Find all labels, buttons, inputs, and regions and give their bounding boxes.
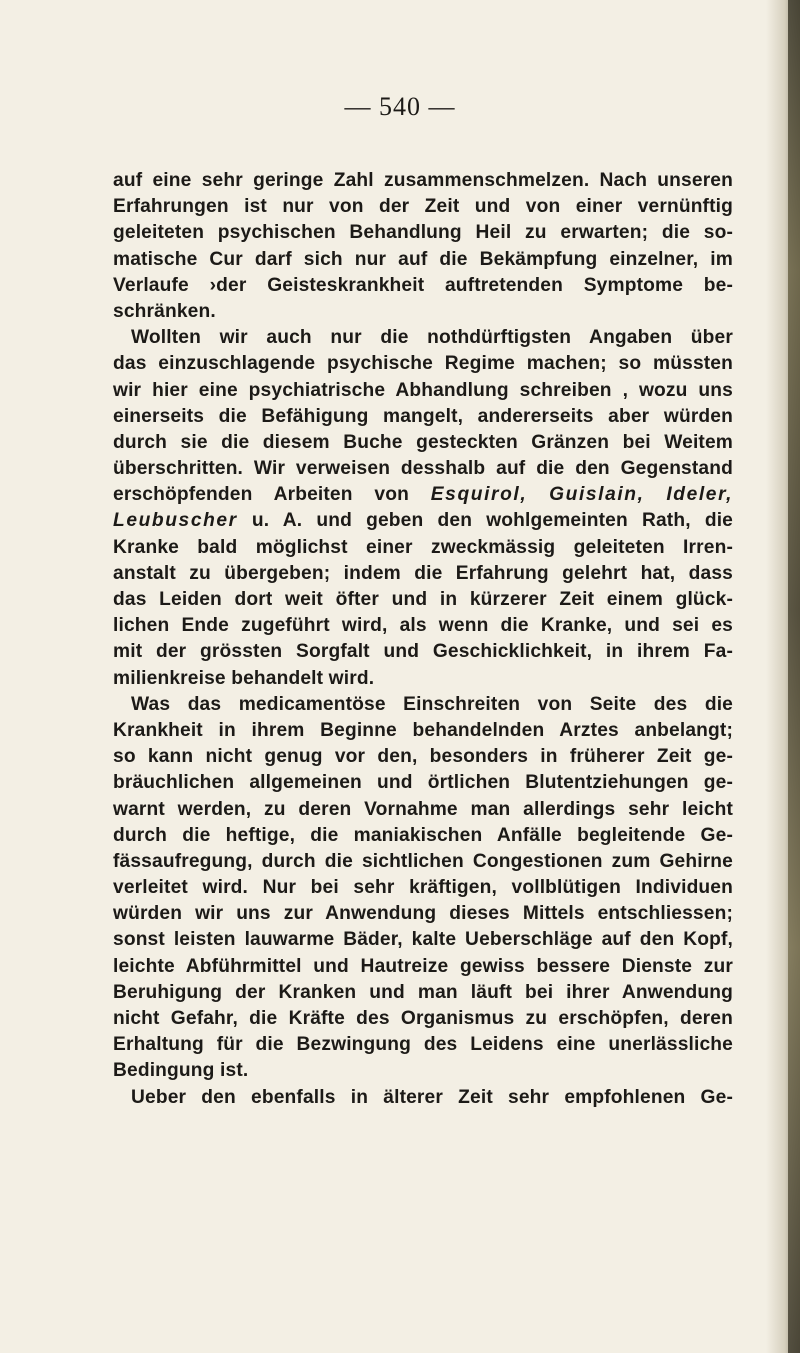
text-segment: u. A. und geben den wohlgemeinten Rath, die	[251, 510, 733, 532]
text-line: überschritten. Wir verweisen desshalb auf die den Gegenstand	[113, 458, 733, 480]
text-line: warnt werden, zu deren Vornahme man allerdings sehr leicht	[113, 798, 733, 820]
text-line: nicht Gefahr, die Kräfte des Organismus zu erschöpfen, deren	[113, 1008, 733, 1029]
author-name: Esquirol,	[430, 484, 528, 506]
text-line: sonst leisten lauwarme Bäder, kalte Ueberschläge auf den Kopf,	[113, 929, 733, 951]
text-line: auf eine sehr geringe Zahl zusammenschmelzen. Nach unseren	[113, 170, 733, 191]
text-line: matische Cur darf sich nur auf die Bekämpfung einzelner, im	[113, 248, 733, 270]
text-line: würden wir uns zur Anwendung dieses Mittels entschliessen;	[113, 903, 733, 925]
page-binding-edge	[788, 0, 800, 1353]
text-line-with-names	[113, 508, 733, 534]
text-line: Krankheit in ihrem Beginne behandelnden Arztes anbelangt;	[113, 719, 733, 741]
author-name: Guislain,	[549, 484, 645, 506]
text-line: durch die heftige, die maniakischen Anfälle begleitende Ge-	[113, 824, 733, 846]
text-line-with-names	[113, 482, 733, 508]
text-line: Beruhigung der Kranken und man läuft bei ihrer Anwendung	[113, 981, 733, 1003]
text-line: schränken.	[113, 300, 216, 322]
text-line: Erhaltung für die Bezwingung des Leidens eine unerlässliche	[113, 1034, 733, 1056]
text-line: verleitet wird. Nur bei sehr kräftigen, vollblütigen Individuen	[113, 877, 733, 899]
text-line: Wollten wir auch nur die nothdürftigsten Angaben über	[131, 327, 733, 349]
text-line: milienkreise behandelt wird.	[113, 667, 375, 689]
text-line: Bedingung ist.	[113, 1060, 249, 1082]
text-line: Ueber den ebenfalls in älterer Zeit sehr empfohlenen Ge-	[131, 1086, 733, 1108]
text-line: leichte Abführmittel und Hautreize gewiss bessere Dienste zur	[113, 955, 733, 977]
text-line: das Leiden dort weit öfter und in kürzerer Zeit einem glück-	[113, 589, 733, 610]
text-line: anstalt zu übergeben; indem die Erfahrung gelehrt hat, dass	[113, 562, 733, 584]
text-line: Was das medicamentöse Einschreiten von Seite des die	[131, 693, 733, 715]
text-line: wir hier eine psychiatrische Abhandlung schreiben , wozu uns	[113, 379, 733, 401]
text-line: bräuchlichen allgemeinen und örtlichen Blutentziehungen ge-	[113, 772, 733, 794]
text-line: lichen Ende zugeführt wird, als wenn die Kranke, und sei es	[113, 615, 733, 637]
page-number: — 540 —	[344, 92, 456, 121]
text-segment: erschöpfenden Arbeiten von	[113, 484, 409, 506]
text-line: Kranke bald möglichst einer zweckmässig geleiteten Irren-	[113, 536, 733, 558]
text-line: einerseits die Befähigung mangelt, andererseits aber würden	[113, 405, 733, 427]
text-line: fässaufregung, durch die sichtlichen Congestionen zum Gehirne	[113, 850, 733, 872]
author-name: Ideler,	[666, 484, 734, 506]
text-line: Verlaufe ›der Geisteskrankheit auftretenden Symptome be-	[113, 274, 733, 296]
body-text	[113, 168, 733, 1111]
author-name: Leubuscher	[113, 510, 238, 532]
text-line: geleiteten psychischen Behandlung Heil zu erwarten; die so-	[113, 222, 733, 244]
text-line: mit der grössten Sorgfalt und Geschicklichkeit, in ihrem Fa-	[113, 641, 733, 663]
text-line: Erfahrungen ist nur von der Zeit und von einer vernünftig	[113, 196, 733, 218]
text-line: das einzuschlagende psychische Regime machen; so müssten	[113, 353, 733, 375]
text-line: so kann nicht genug vor den, besonders in früherer Zeit ge-	[113, 746, 733, 768]
text-line: durch sie die diesem Buche gesteckten Gränzen bei Weitem	[113, 431, 733, 453]
